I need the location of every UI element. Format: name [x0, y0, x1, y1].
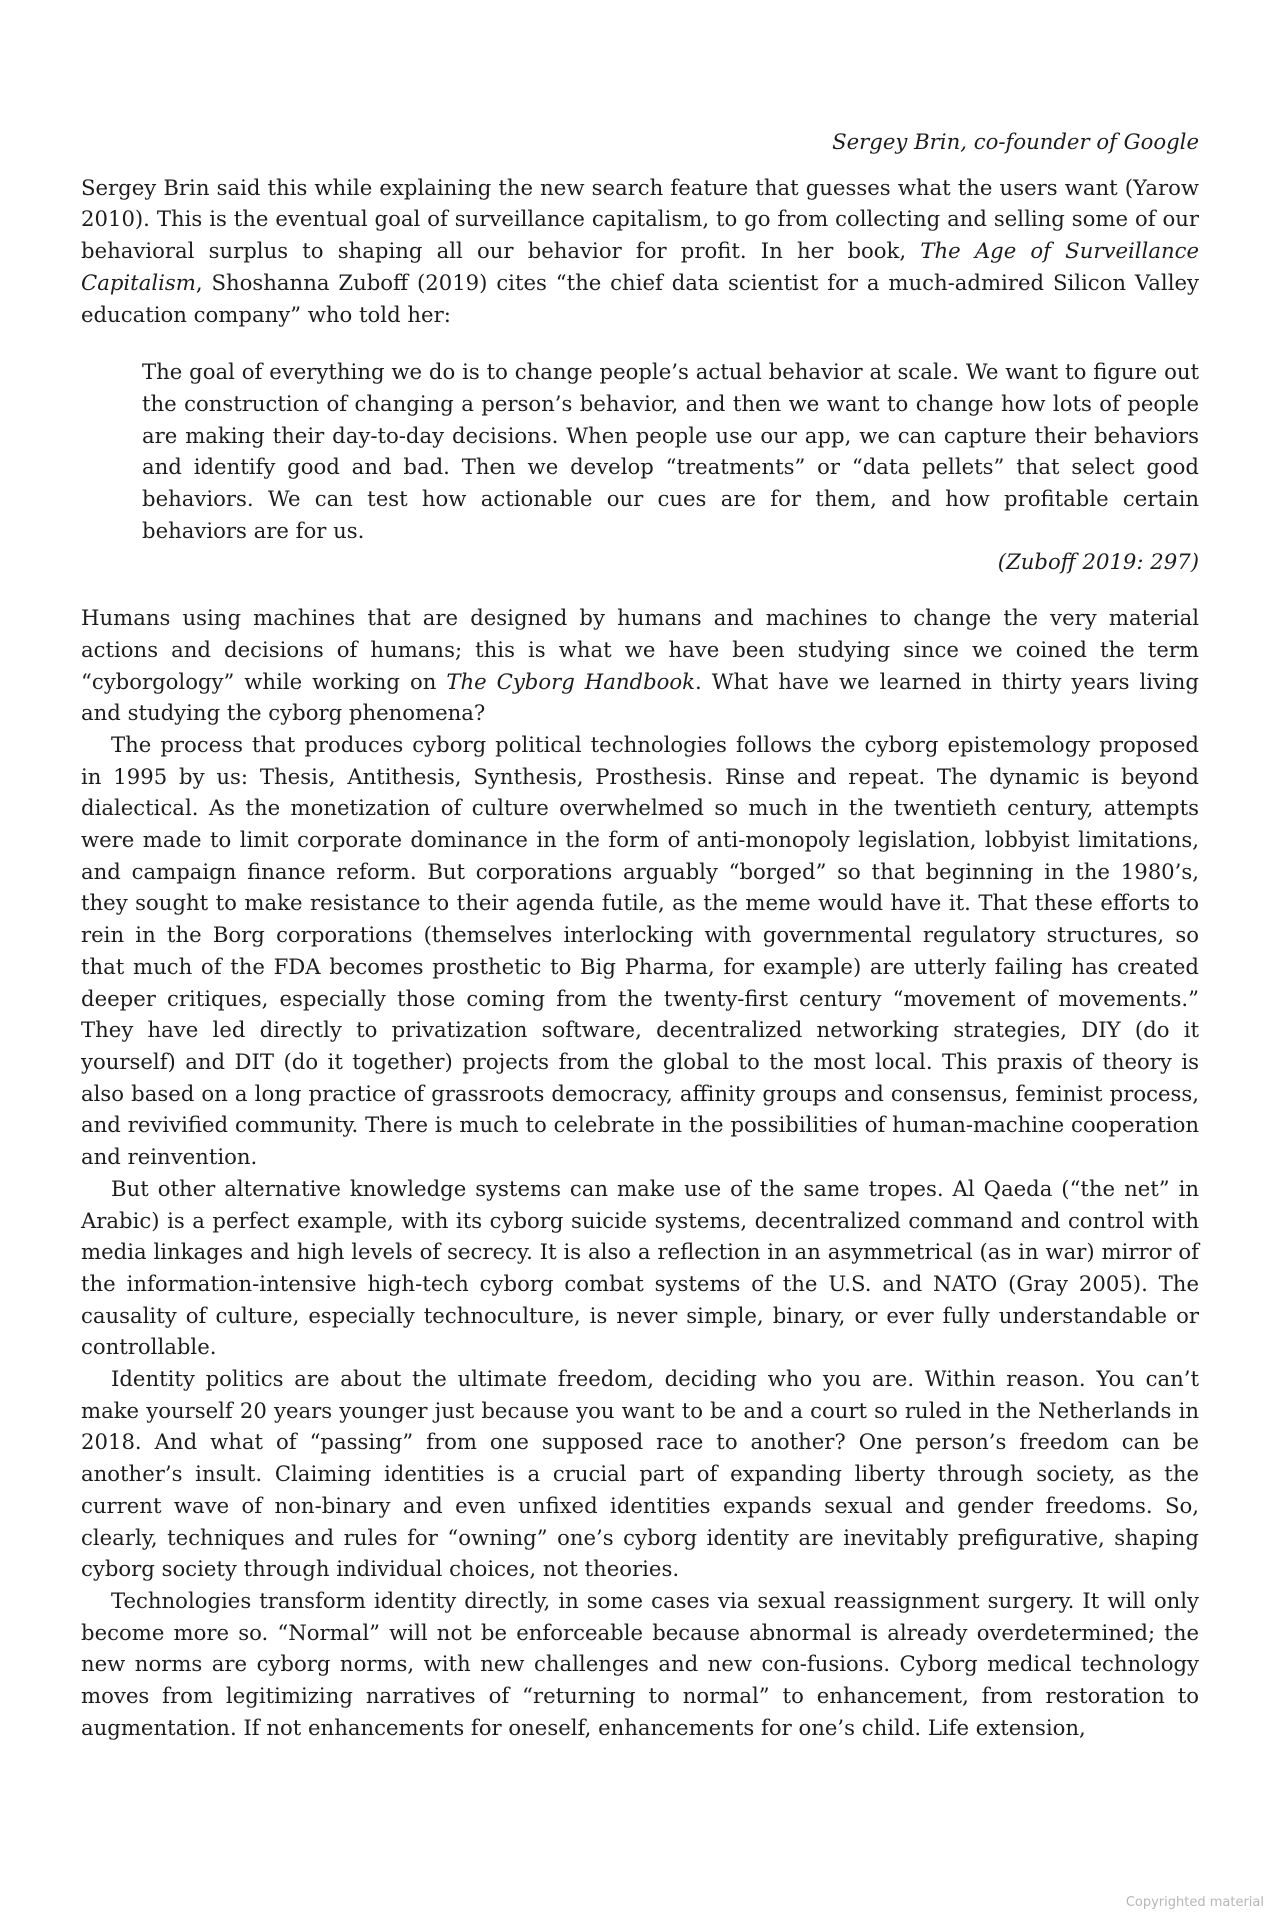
- paragraph-process: The process that produces cyborg political technologies follows the cyborg epistemology proposed in 1995 by us: Thesis, Antithesis, Synthesis, Prosthesis. Rinse and repeat. The dynamic is beyond dialectical. As the monetization of culture overwhelmed so much in the twentieth century, attempts were made to limit corporate dominance in the form of anti-monopoly legislation, lobbyist limitations, and campaign finance reform. But corporations arguably “borged” so that beginning in the 1980’s, they sought to make resistance to their agenda futile, as the meme would have it. That these efforts to rein in the Borg corporations (themselves interlocking with governmental regulatory structures, so that much of the FDA becomes prosthetic to Big Pharma, for example) are utterly failing has created deeper critiques, especially those coming from the twenty-first century “movement of movements.” They have led directly to privatization software, decentralized networking strategies, DIY (do it yourself) and DIT (do it together) projects from the global to the most local. This praxis of theory is also based on a long practice of grassroots democracy, affinity groups and consensus, feminist process, and revivified community. There is much to celebrate in the possibilities of human-machine cooperation and reinvention.: [81, 731, 1199, 1170]
- paragraph-humans-text-a: Humans using machines that are designed by humans and machines to change the very material actions and decisions of humans; this is what we have been studying since we coined the term “cyborgology” while working on: [81, 605, 1199, 694]
- paragraph-intro: [81, 172, 1199, 331]
- paragraph-humans-text-b: . What have we learned in thirty years living and studying the cyborg phenomena?: [81, 668, 1199, 726]
- paragraph-intro-text-a: Sergey Brin said this while explaining the new search feature that guesses what the users want (Yarow 2010). This is the eventual goal of surveillance capitalism, to go from collecting and selling some of our behavioral surplus to shaping all our behavior for profit. In her book,: [81, 174, 1199, 264]
- book-title-surveillance-capitalism: The Age of Surveillance Capitalism: [81, 238, 1199, 295]
- block-quote-citation: (Zuboff 2019: 297): [997, 549, 1199, 575]
- epigraph-attribution: Sergey Brin, co-founder of Google: [832, 129, 1199, 154]
- paragraph-technologies: Technologies transform identity directly, in some cases via sexual reassignment surgery. It will only become more so. “Normal” will not be enforceable because abnormal is already overdetermined; the new norms are cyborg norms, with new challenges and new con-fusions. Cyborg medical technology moves from legitimizing narratives of “returning to normal” to enhancement, from restoration to augmentation. If not enhancements for oneself, enhancements for one’s child. Life extension,: [81, 1587, 1199, 1740]
- paragraph-identity: Identity politics are about the ultimate freedom, deciding who you are. Within reason. You can’t make yourself 20 years younger just because you want to be and a court so ruled in the Netherlands in 2018. And what of “passing” from one supposed race to another? One person’s freedom can be another’s insult. Claiming identities is a crucial part of expanding liberty through society, as the current wave of non-binary and even unfixed identities expands sexual and gender freedoms. So, clearly, techniques and rules for “owning” one’s cyborg identity are inevitably prefigurative, shaping cyborg society through individual choices, not theories.: [81, 1366, 1199, 1582]
- copyright-watermark: Copyrighted material: [1125, 1895, 1264, 1910]
- page-body: [81, 126, 1199, 1743]
- paragraph-intro-text-b: , Shoshanna Zuboff (2019) cites “the chief data scientist for a much-admired Silicon Valley education company” who told her:: [81, 269, 1199, 327]
- paragraph-al-qaeda: But other alternative knowledge systems can make use of the same tropes. Al Qaeda (“the net” in Arabic) is a perfect example, with its cyborg suicide systems, decentralized command and control with media linkages and high levels of secrecy. It is also a reflection in an asymmetrical (as in war) mirror of the information-intensive high-tech cyborg combat systems of the U.S. and NATO (Gray 2005). The causality of culture, especially technoculture, is never simple, binary, or ever fully understandable or controllable.: [81, 1175, 1199, 1360]
- block-quote: The goal of everything we do is to change people’s actual behavior at scale. We want to figure out the construction of changing a person’s behavior, and then we want to change how lots of people are making their day-to-day decisions. When people use our app, we can capture their behaviors and identify good and bad. Then we develop “treatments” or “data pellets” that select good behaviors. We can test how actionable our cues are for them, and how profitable certain behaviors are for us.: [142, 359, 1199, 543]
- book-title-cyborg-handbook: The Cyborg Handbook: [446, 668, 696, 694]
- paragraph-humans: [81, 602, 1199, 729]
